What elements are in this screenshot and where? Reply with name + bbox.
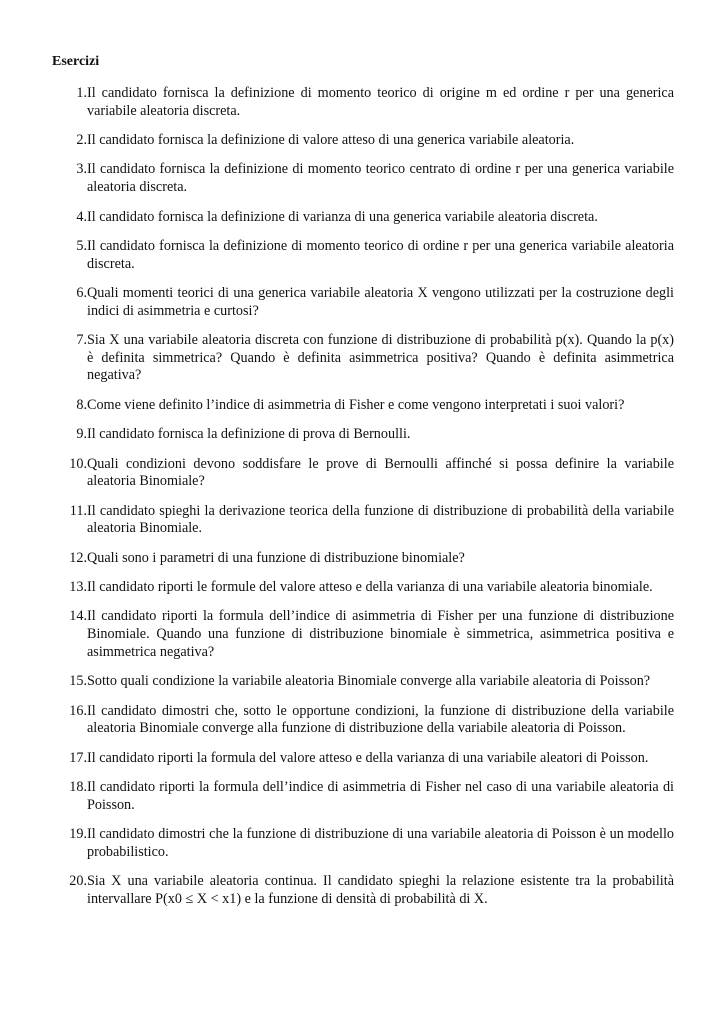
item-text: Il candidato spieghi la derivazione teorica della funzione di distribuzione di probabilità della variabile aleatoria Binomiale.	[87, 502, 674, 537]
section-heading: Esercizi	[52, 54, 100, 69]
item-text: Sia X una variabile aleatoria continua. Il candidato spieghi la relazione esistente tra la probabilità intervallare P(x0 ≤ X < x1) e la funzione di densità di probabilità di X.	[87, 873, 674, 907]
list-item	[52, 750, 674, 768]
item-text: Sotto quali condizione la variabile aleatoria Binomiale converge alla variabile aleatoria di Poisson?	[87, 673, 651, 690]
item-number: 2.	[76, 132, 87, 149]
item-number: 12.	[69, 549, 87, 566]
item-number: 3.	[76, 161, 87, 178]
list-item	[52, 456, 674, 491]
item-text: Il candidato riporti la formula dell’indice di asimmetria di Fisher per una funzione di distribuzione Binomiale. Quando una funzione di distribuzione binomiale è simmetrica, asimmetrica positiva e asimmetrica negativa?	[87, 608, 674, 660]
list-item	[52, 579, 674, 597]
item-text: Il candidato dimostri che la funzione di distribuzione di una variabile aleatoria di Poisson è un modello probabilistico.	[87, 826, 674, 860]
list-item	[52, 779, 674, 814]
item-text: Il candidato fornisca la definizione di prova di Bernoulli.	[87, 426, 411, 443]
item-number: 11.	[69, 502, 87, 519]
item-text: Il candidato fornisca la definizione di momento teorico di origine m ed ordine r per una generica variabile aleatoria discreta.	[87, 85, 674, 119]
item-number: 13.	[69, 579, 87, 595]
item-number: 18.	[69, 778, 87, 795]
item-number: 4.	[76, 208, 87, 225]
list-item	[52, 503, 674, 538]
item-text: Il candidato dimostri che, sotto le opportune condizioni, la funzione di distribuzione della variabile aleatoria Binomiale converge alla funzione di distribuzione della variabile aleatoria di Poisson.	[87, 702, 674, 737]
exercise-list	[52, 85, 674, 920]
list-item	[52, 209, 674, 227]
item-text: Quali sono i parametri di una funzione di distribuzione binomiale?	[87, 549, 465, 566]
item-number: 15.	[69, 673, 87, 690]
item-text: Il candidato riporti le formule del valore atteso e della varianza di una variabile aleatoria binomiale.	[87, 579, 653, 595]
list-item	[52, 161, 674, 196]
item-text: Il candidato fornisca la definizione di momento teorico centrato di ordine r per una generica variabile aleatoria discreta.	[87, 161, 674, 196]
item-number: 16.	[69, 702, 87, 719]
item-text: Il candidato riporti la formula dell’indice di asimmetria di Fisher nel caso di una variabile aleatoria di Poisson.	[87, 778, 674, 813]
item-number: 20.	[69, 873, 87, 890]
item-text: Quali condizioni devono soddisfare le prove di Bernoulli affinché si possa definire la variabile aleatoria Binomiale?	[87, 455, 674, 490]
list-item	[52, 873, 674, 908]
list-item	[52, 397, 674, 415]
list-item	[52, 673, 674, 691]
item-number: 17.	[69, 749, 87, 766]
list-item	[52, 85, 674, 120]
item-number: 14.	[69, 608, 87, 625]
item-text: Il candidato fornisca la definizione di momento teorico di ordine r per una generica variabile aleatoria discreta.	[87, 237, 674, 272]
list-item	[52, 826, 674, 861]
item-text: Il candidato riporti la formula del valore atteso e della varianza di una variabile aleatori di Poisson.	[87, 749, 649, 766]
list-item	[52, 332, 674, 385]
item-number: 8.	[76, 396, 87, 413]
list-item	[52, 426, 674, 444]
item-number: 9.	[76, 426, 87, 443]
item-number: 5.	[76, 237, 87, 254]
item-number: 19.	[69, 826, 87, 842]
list-item	[52, 285, 674, 320]
item-number: 1.	[76, 85, 87, 101]
item-text: Come viene definito l’indice di asimmetria di Fisher e come vengono interpretati i suoi valori?	[87, 396, 625, 413]
list-item	[52, 703, 674, 738]
item-text: Il candidato fornisca la definizione di varianza di una generica variabile aleatoria discreta.	[87, 208, 598, 225]
item-text: Quali momenti teorici di una generica variabile aleatoria X vengono utilizzati per la costruzione degli indici di asimmetria e curtosi?	[87, 284, 674, 319]
item-number: 6.	[76, 284, 87, 301]
list-item	[52, 550, 674, 568]
list-item	[52, 132, 674, 150]
item-text: Sia X una variabile aleatoria discreta con funzione di distribuzione di probabilità p(x). Quando la p(x) è definita simmetrica? Quando è definita asimmetrica positiva? Quando è definita asimmetrica negativa?	[87, 332, 674, 384]
list-item	[52, 608, 674, 661]
list-item	[52, 238, 674, 273]
item-text: Il candidato fornisca la definizione di valore atteso di una generica variabile aleatoria.	[87, 132, 575, 149]
item-number: 10.	[69, 455, 87, 472]
item-number: 7.	[76, 332, 87, 348]
